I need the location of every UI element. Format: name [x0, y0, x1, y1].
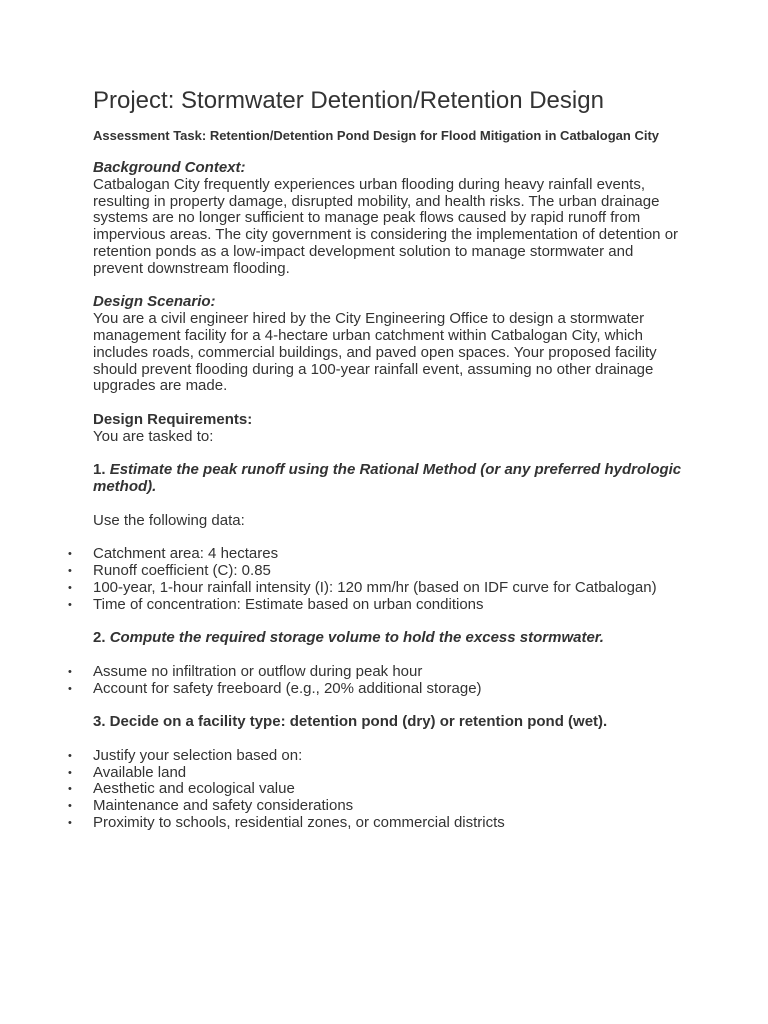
bullet-icon: • [68, 817, 72, 830]
bullet-icon: • [68, 581, 72, 594]
scenario-body: You are a civil engineer hired by the City Engineering Office to design a stormwater management facility for a 4-hectare urban catchment within Catbalogan City, which includes roads, commercial buildings, and paved open spaces. Your proposed facility should prevent flooding during a 100-year rainfall event, assuming no other drainage upgrades are made. [93, 310, 657, 395]
list-item-text: Catchment area: 4 hectares [93, 545, 279, 563]
bullet-icon: • [68, 783, 72, 796]
task-1-number: 1. [93, 461, 106, 479]
background-body: Catbalogan City frequently experiences urban flooding during heavy rainfall events, resulting in property damage, disrupted mobility, and health risks. The urban drainage systems are no longer sufficient to manage peak flows caused by rapid runoff from impervious areas. The city government is considering the implementation of detention or retention ponds as a low-impact development solution to manage stormwater and prevent downstream flooding. [93, 175, 679, 277]
task-2-number: 2. [93, 629, 106, 647]
list-item [68, 797, 683, 815]
list-item [68, 562, 683, 580]
list-item-text: Assume no infiltration or outflow during peak hour [93, 662, 423, 680]
bullet-icon: • [68, 565, 72, 578]
list-item-text: Aesthetic and ecological value [93, 780, 295, 798]
document-title: Project: Stormwater Detention/Retention Design [93, 87, 604, 114]
bullet-icon: • [68, 665, 72, 678]
task-2-text: Compute the required storage volume to hold the excess stormwater. [109, 629, 604, 647]
task-2-list [68, 662, 683, 698]
task-3-text: 3. Decide on a facility type: detention pond (dry) or retention pond (wet). [93, 713, 608, 731]
list-item [68, 545, 683, 563]
task-3-list [68, 746, 683, 832]
list-item-text: Runoff coefficient (C): 0.85 [93, 562, 271, 580]
list-item-text: 100-year, 1-hour rainfall intensity (I): 120 mm/hr (based on IDF curve for Catbalogan) [93, 578, 657, 596]
task-1-data-list [68, 545, 683, 613]
bullet-icon: • [68, 800, 72, 813]
bullet-icon: • [68, 766, 72, 779]
list-item [68, 746, 683, 765]
task-1-line [93, 462, 683, 496]
task-2-heading [93, 630, 683, 647]
bullet-icon: • [68, 548, 72, 561]
list-item-text: Account for safety freeboard (e.g., 20% additional storage) [93, 679, 482, 697]
list-item-text: Proximity to schools, residential zones, or commercial districts [93, 814, 505, 832]
list-item [68, 662, 683, 681]
list-item [68, 763, 683, 782]
task-1-data-intro-block [93, 513, 683, 530]
task-3-heading [93, 714, 683, 731]
background-heading: Background Context: [93, 159, 246, 176]
bullet-icon: • [68, 749, 72, 762]
list-item [68, 780, 683, 798]
list-item [68, 679, 683, 698]
bullet-icon: • [68, 682, 72, 695]
task-1-data-intro: Use the following data: [93, 511, 245, 529]
scenario-section [93, 294, 683, 395]
task-2-line [93, 630, 683, 647]
list-item [68, 578, 683, 597]
task-1-heading [93, 462, 683, 496]
list-item-text: Justify your selection based on: [93, 746, 303, 764]
task-1-text: Estimate the peak runoff using the Rational Method (or any preferred hydrologic method). [93, 461, 682, 496]
background-section [93, 160, 683, 278]
document-page [68, 86, 683, 849]
bullet-icon: • [68, 598, 72, 611]
scenario-heading: Design Scenario: [93, 293, 216, 311]
assessment-task-subtitle: Assessment Task: Retention/Detention Pond Design for Flood Mitigation in Catbalogan City [93, 128, 660, 143]
list-item-text: Maintenance and safety considerations [93, 797, 354, 815]
list-item [68, 814, 683, 832]
requirements-intro: You are tasked to: [93, 427, 214, 445]
requirements-heading: Design Requirements: [93, 410, 253, 428]
list-item-text: Available land [93, 763, 187, 781]
list-item [68, 595, 683, 614]
requirements-section [93, 412, 683, 446]
list-item-text: Time of concentration: Estimate based on urban conditions [93, 595, 484, 613]
